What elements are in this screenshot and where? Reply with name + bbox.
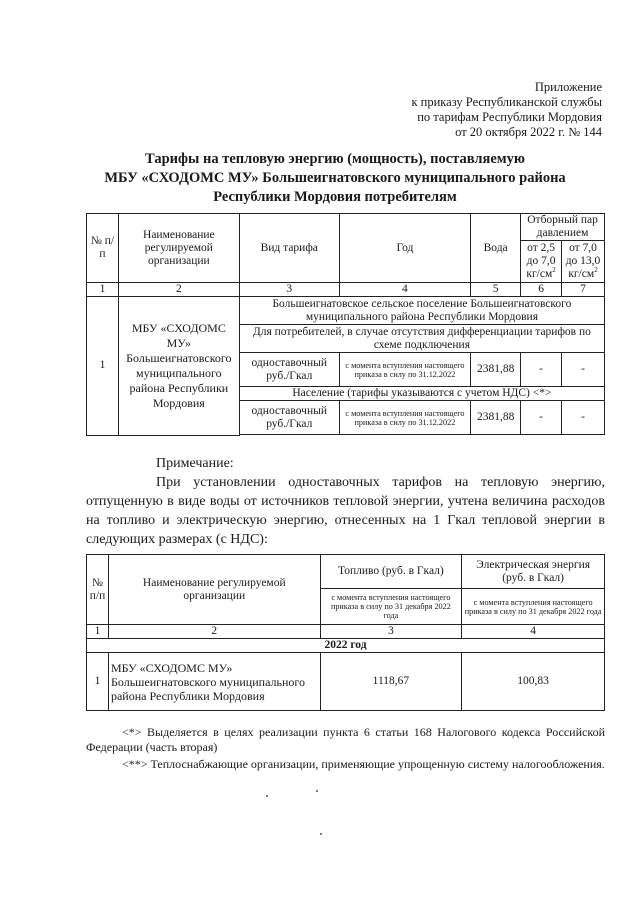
index-cell: 2 xyxy=(108,625,320,639)
index-cell: 7 xyxy=(562,283,605,297)
tariff-type: одноставочный руб./Гкал xyxy=(239,401,339,435)
consumers-note: Для потребителей, в случае отсутствия дифференциации тарифов по схеме подключения xyxy=(239,325,604,353)
header-num: № п/п xyxy=(87,214,119,283)
tariff-water: 2381,88 xyxy=(471,401,521,435)
header-org: Наименование регулируемой организации xyxy=(118,214,239,283)
index-cell: 2 xyxy=(118,283,239,297)
header-tariff-type: Вид тарифа xyxy=(239,214,339,283)
appendix-date: от 20 октября 2022 г. № 144 xyxy=(455,125,602,139)
fuel-row-org: МБУ «СХОДОМС МУ» Большеигнатовского муниципального района Республики Мордовия xyxy=(108,653,320,711)
header-water: Вода xyxy=(471,214,521,283)
tariff-period: с момента вступления настоящего приказа в силу по 31.12.2022 xyxy=(339,401,470,435)
population-note: Население (тарифы указываются с учетом НДС) <*> xyxy=(239,387,604,401)
index-cell: 4 xyxy=(339,283,470,297)
index-cell: 6 xyxy=(521,283,562,297)
fuel-row-electric: 100,83 xyxy=(462,653,605,711)
header-year: Год xyxy=(339,214,470,283)
title-line-1: Тарифы на тепловую энергию (мощность), поставляемую xyxy=(145,151,525,167)
year-label: 2022 год xyxy=(87,639,605,653)
fuel-index-row xyxy=(87,625,605,639)
fuel-table xyxy=(86,554,605,711)
tariff-water: 2381,88 xyxy=(471,353,521,387)
note-text: При установлении одноставочных тарифов на тепловую энергию, отпущенную в виде воды от источников тепловой энергии, учтена величина расходов на топливо и электрическую энергию, отнесенных на 1 Гкал тепловой энергии в следующих размерах (с НДС): xyxy=(86,475,605,547)
row-num: 1 xyxy=(87,297,119,436)
tariff-steam-high: - xyxy=(562,353,605,387)
tariff-period: с момента вступления настоящего приказа в силу по 31.12.2022 xyxy=(339,353,470,387)
note-heading: Примечание: xyxy=(156,456,234,471)
fuel-header-fuel-period: с момента вступления настоящего приказа в силу по 31 декабря 2022 года xyxy=(320,589,462,625)
appendix-order-ref: к приказу Республиканской службы xyxy=(411,95,602,109)
header-steam-high: от 7,0 до 13,0 $кг/см^2$ xyxy=(562,241,605,283)
scan-speck xyxy=(320,833,322,835)
index-cell: 1 xyxy=(87,625,109,639)
document-title xyxy=(95,150,575,207)
tariff-steam-low: - xyxy=(521,353,562,387)
fuel-row-num: 1 xyxy=(87,653,109,711)
fuel-header-electric-period: с момента вступления настоящего приказа в силу по 31 декабря 2022 года xyxy=(462,589,605,625)
tariff-steam-high: - xyxy=(562,401,605,435)
title-line-2: МБУ «СХОДОМС МУ» Большеигнатовского муниципального района xyxy=(104,170,566,186)
index-cell: 5 xyxy=(471,283,521,297)
tariff-steam-low: - xyxy=(521,401,562,435)
note-block xyxy=(86,454,605,549)
org-name: МБУ «СХОДОМС МУ» Большеигнатовского муниципального района Республики Мордовия xyxy=(118,297,239,436)
tariff-type: одноставочный руб./Гкал xyxy=(239,353,339,387)
settlement-name: Большеигнатовское сельское поселение Большеигнатовского муниципального района Республики Мордовия xyxy=(239,297,604,325)
fuel-row-fuel: 1118,67 xyxy=(320,653,462,711)
header-steam-low: от 2,5 до 7,0 $кг/см^2$ xyxy=(521,241,562,283)
footnote-2: <**> Теплоснабжающие организации, применяющие упрощенную систему налогообложения. xyxy=(122,757,605,771)
appendix-block xyxy=(411,80,602,140)
index-row xyxy=(87,283,605,297)
title-line-3: Республики Мордовия потребителям xyxy=(213,189,457,205)
scan-speck xyxy=(266,795,268,797)
scan-speck xyxy=(316,790,318,792)
index-cell: 4 xyxy=(462,625,605,639)
fuel-header-org: Наименование регулируемой организации xyxy=(108,555,320,625)
index-cell: 1 xyxy=(87,283,119,297)
fuel-header-num: № п/п xyxy=(87,555,109,625)
table-row xyxy=(87,653,605,711)
appendix-label: Приложение xyxy=(534,80,602,94)
fuel-header-electric: Электрическая энергия (руб. в Гкал) xyxy=(462,555,605,589)
index-cell: 3 xyxy=(320,625,462,639)
fuel-header-fuel: Топливо (руб. в Гкал) xyxy=(320,555,462,589)
tariff-table xyxy=(86,213,605,436)
header-steam: Отборный пар давлением xyxy=(521,214,605,241)
index-cell: 3 xyxy=(239,283,339,297)
footnote-1: <*> Выделяется в целях реализации пункта 6 статьи 168 Налогового кодекса Российской Федерации (часть вторая) xyxy=(86,725,605,754)
appendix-service-ref: по тарифам Республики Мордовия xyxy=(417,110,602,124)
